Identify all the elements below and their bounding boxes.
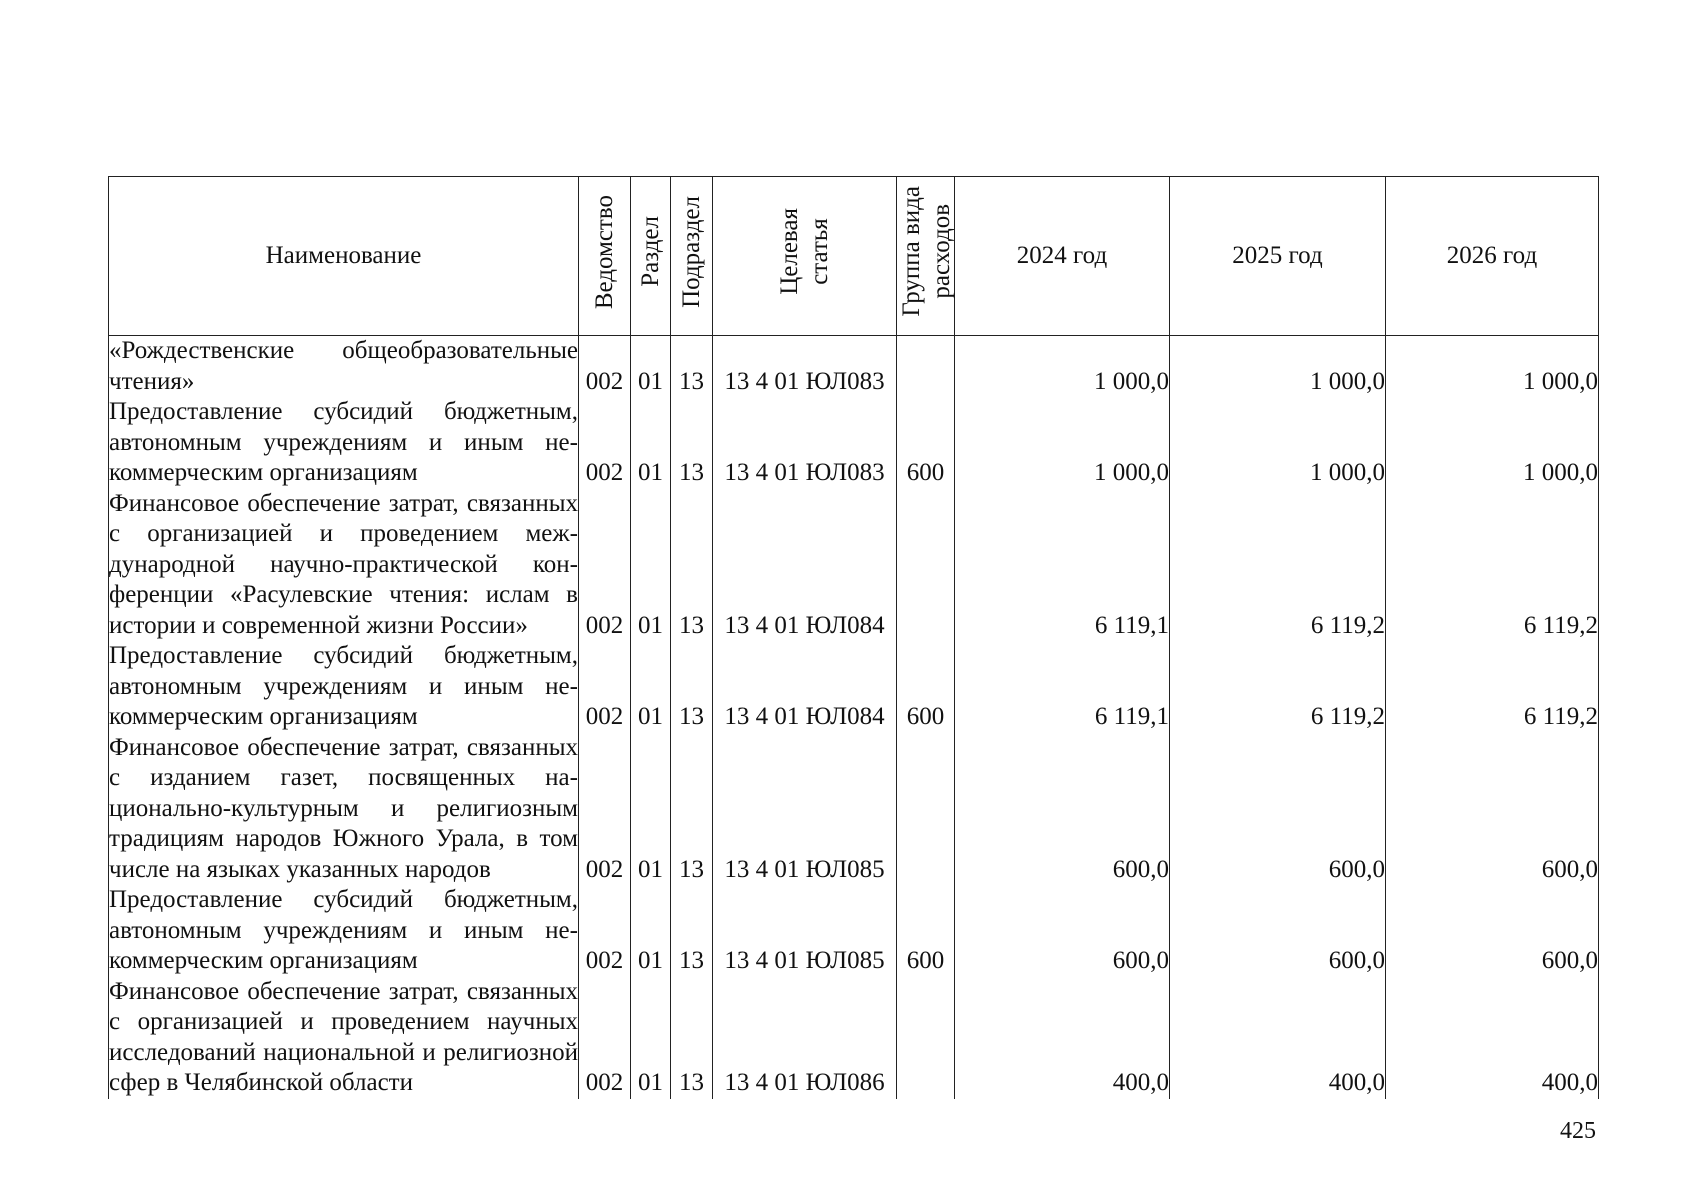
header-year-2026	[1386, 177, 1599, 336]
row-expense-group: 600	[897, 885, 955, 977]
row-name: Предоставление субсидий бюджетным, автономным учреждениям и иным некоммерческим организациям	[109, 397, 579, 489]
row-expense-group	[897, 733, 955, 886]
row-target-article: 13 4 01 ЮЛ083	[713, 397, 897, 489]
row-target-article: 13 4 01 ЮЛ084	[713, 489, 897, 642]
table-row	[109, 336, 1599, 398]
header-year-2024	[955, 177, 1170, 336]
row-target-article: 13 4 01 ЮЛ085	[713, 733, 897, 886]
row-amount-2025: 400,0	[1170, 977, 1386, 1099]
row-department: 002	[579, 641, 631, 733]
row-section: 01	[631, 977, 671, 1099]
row-expense-group: 600	[897, 641, 955, 733]
row-name: «Рождественские общеобразовательные чтения»	[109, 336, 579, 398]
row-department: 002	[579, 977, 631, 1099]
row-amount-2024: 600,0	[955, 885, 1170, 977]
table-row	[109, 489, 1599, 642]
header-year-2024-label: 2024 год	[1016, 241, 1108, 269]
row-amount-2026: 600,0	[1386, 733, 1599, 886]
row-amount-2024: 1 000,0	[955, 336, 1170, 398]
table-row	[109, 977, 1599, 1099]
table-row	[109, 397, 1599, 489]
row-department: 002	[579, 733, 631, 886]
row-amount-2024: 6 119,1	[955, 641, 1170, 733]
row-target-article: 13 4 01 ЮЛ083	[713, 336, 897, 398]
row-expense-group	[897, 336, 955, 398]
row-target-article: 13 4 01 ЮЛ086	[713, 977, 897, 1099]
row-name: Финансовое обеспечение затрат, связанных с организацией и проведением международной научно-практической конференции «Расулевские чтения: ислам в истории и современной жизни России»	[109, 489, 579, 642]
row-subsection: 13	[671, 977, 713, 1099]
header-section-label: Раздел	[636, 216, 664, 288]
table-row	[109, 641, 1599, 733]
row-amount-2026: 6 119,2	[1386, 489, 1599, 642]
row-subsection: 13	[671, 397, 713, 489]
row-name: Финансовое обеспечение затрат, связанных с изданием газет, посвященных национально-культурным и религиозным традициям народов Южного Урала, в том числе на языках указанных народов	[109, 733, 579, 886]
row-target-article: 13 4 01 ЮЛ084	[713, 641, 897, 733]
row-amount-2025: 6 119,2	[1170, 489, 1386, 642]
row-department: 002	[579, 489, 631, 642]
table-header-row	[109, 177, 1599, 336]
header-target-article	[713, 177, 897, 336]
row-amount-2025: 6 119,2	[1170, 641, 1386, 733]
row-amount-2025: 600,0	[1170, 733, 1386, 886]
row-amount-2026: 1 000,0	[1386, 336, 1599, 398]
row-target-article: 13 4 01 ЮЛ085	[713, 885, 897, 977]
row-section: 01	[631, 489, 671, 642]
row-department: 002	[579, 885, 631, 977]
table-row	[109, 885, 1599, 977]
header-expense-group	[897, 177, 955, 336]
row-department: 002	[579, 336, 631, 398]
row-department: 002	[579, 397, 631, 489]
row-subsection: 13	[671, 336, 713, 398]
row-amount-2025: 600,0	[1170, 885, 1386, 977]
header-target-article-label: Целевая статья	[775, 208, 833, 296]
row-section: 01	[631, 397, 671, 489]
row-amount-2026: 600,0	[1386, 885, 1599, 977]
page-number: 425	[1560, 1118, 1596, 1144]
header-section	[631, 177, 671, 336]
header-year-2025	[1170, 177, 1386, 336]
row-subsection: 13	[671, 489, 713, 642]
row-expense-group	[897, 489, 955, 642]
row-section: 01	[631, 641, 671, 733]
row-subsection: 13	[671, 641, 713, 733]
header-department-label: Ведомство	[590, 194, 618, 309]
table-row	[109, 733, 1599, 886]
header-name-label: Наименование	[265, 241, 422, 269]
header-subsection	[671, 177, 713, 336]
row-expense-group: 600	[897, 397, 955, 489]
row-section: 01	[631, 733, 671, 886]
row-amount-2024: 600,0	[955, 733, 1170, 886]
row-expense-group	[897, 977, 955, 1099]
row-amount-2026: 400,0	[1386, 977, 1599, 1099]
row-amount-2024: 6 119,1	[955, 489, 1170, 642]
row-amount-2026: 6 119,2	[1386, 641, 1599, 733]
row-section: 01	[631, 336, 671, 398]
budget-table	[108, 176, 1599, 1099]
header-subsection-label: Подраздел	[677, 195, 705, 308]
header-department	[579, 177, 631, 336]
row-name: Предоставление субсидий бюджетным, автономным учреждениям и иным некоммерческим организациям	[109, 885, 579, 977]
header-year-2026-label: 2026 год	[1446, 241, 1538, 269]
row-amount-2024: 1 000,0	[955, 397, 1170, 489]
row-section: 01	[631, 885, 671, 977]
row-amount-2026: 1 000,0	[1386, 397, 1599, 489]
row-amount-2024: 400,0	[955, 977, 1170, 1099]
header-expense-group-label: Группа вида расходов	[898, 186, 955, 318]
header-name	[109, 177, 579, 336]
row-amount-2025: 1 000,0	[1170, 397, 1386, 489]
row-subsection: 13	[671, 885, 713, 977]
header-year-2025-label: 2025 год	[1232, 241, 1323, 269]
row-name: Финансовое обеспечение затрат, связанных с организацией и проведением научных исследований национальной и религиозной сфер в Челябинской области	[109, 977, 579, 1099]
row-amount-2025: 1 000,0	[1170, 336, 1386, 398]
row-subsection: 13	[671, 733, 713, 886]
row-name: Предоставление субсидий бюджетным, автономным учреждениям и иным некоммерческим организациям	[109, 641, 579, 733]
